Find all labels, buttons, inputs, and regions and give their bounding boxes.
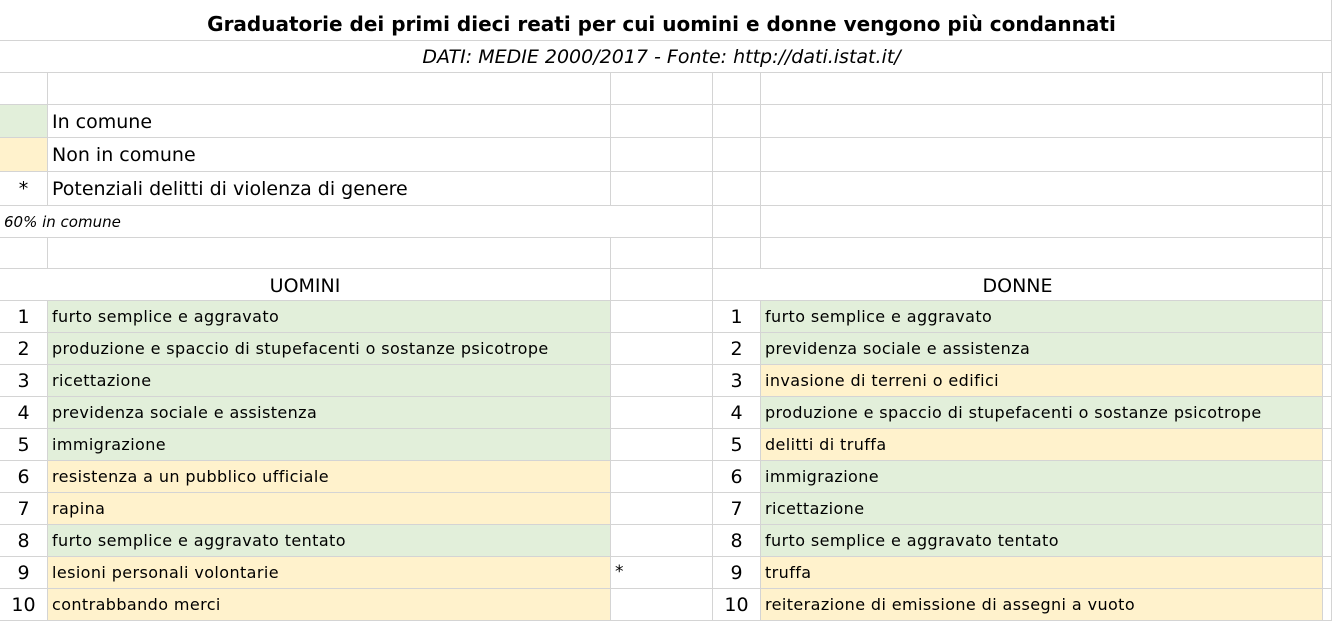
grid-cell (611, 397, 713, 429)
grid-cell (1323, 105, 1332, 138)
grid-cell (611, 589, 713, 621)
women-crime-cell: furto semplice e aggravato tentato (761, 525, 1323, 557)
men-rank-number: 7 (0, 493, 48, 525)
women-rank-number: 1 (713, 301, 761, 333)
women-rank-number: 7 (713, 493, 761, 525)
grid-cell (611, 238, 713, 269)
men-crime-cell: lesioni personali volontarie (48, 557, 611, 589)
women-rank-number: 9 (713, 557, 761, 589)
men-rank-number: 5 (0, 429, 48, 461)
women-crime-cell: previdenza sociale e assistenza (761, 333, 1323, 365)
men-crime-cell: ricettazione (48, 365, 611, 397)
women-rank-number: 2 (713, 333, 761, 365)
grid-cell (713, 238, 761, 269)
women-crime-cell: ricettazione (761, 493, 1323, 525)
grid-cell (1323, 206, 1332, 238)
page-title: Graduatorie dei primi dieci reati per cui uomini e donne vengono più condannati (0, 0, 1323, 41)
men-crime-cell: immigrazione (48, 429, 611, 461)
women-crime-cell: invasione di terreni o edifici (761, 365, 1323, 397)
men-crime-cell: furto semplice e aggravato (48, 301, 611, 333)
grid-cell (1323, 365, 1332, 397)
women-crime-cell: delitti di truffa (761, 429, 1323, 461)
grid-cell (611, 138, 713, 172)
men-rank-number: 10 (0, 589, 48, 621)
legend-swatch-not-common (0, 138, 48, 172)
men-crime-cell: furto semplice e aggravato tentato (48, 525, 611, 557)
men-rank-number: 6 (0, 461, 48, 493)
grid-cell (1323, 172, 1332, 206)
legend-star-symbol: * (0, 172, 48, 206)
women-crime-cell: produzione e spaccio di stupefacenti o sostanze psicotrope (761, 397, 1323, 429)
legend-star-label: Potenziali delitti di violenza di genere (48, 172, 611, 206)
men-rank-number: 3 (0, 365, 48, 397)
legend-common-label: In comune (48, 105, 611, 138)
grid-cell (0, 73, 48, 105)
grid-cell (713, 172, 761, 206)
men-crime-cell: rapina (48, 493, 611, 525)
grid-cell (611, 73, 713, 105)
grid-cell (1323, 138, 1332, 172)
grid-cell (611, 525, 713, 557)
grid-cell (761, 238, 1323, 269)
grid-cell (611, 269, 713, 301)
men-rank-number: 4 (0, 397, 48, 429)
grid-cell (611, 105, 713, 138)
grid-cell (1323, 397, 1332, 429)
women-rank-number: 8 (713, 525, 761, 557)
men-crime-cell: previdenza sociale e assistenza (48, 397, 611, 429)
grid-cell (713, 73, 761, 105)
grid-cell (611, 461, 713, 493)
women-column-header: DONNE (713, 269, 1323, 301)
men-column-header: UOMINI (0, 269, 611, 301)
page-subtitle: DATI: MEDIE 2000/2017 - Fonte: http://dati.istat.it/ (0, 41, 1323, 73)
grid-cell (1323, 73, 1332, 105)
grid-cell (611, 365, 713, 397)
grid-cell (1323, 238, 1332, 269)
grid-cell (1323, 301, 1332, 333)
men-rank-number: 9 (0, 557, 48, 589)
grid-cell (611, 206, 713, 238)
men-rank-number: 1 (0, 301, 48, 333)
grid-cell (761, 73, 1323, 105)
grid-cell (0, 238, 48, 269)
women-crime-cell: truffa (761, 557, 1323, 589)
grid-cell (761, 105, 1323, 138)
grid-cell (713, 105, 761, 138)
grid-cell (1323, 333, 1332, 365)
grid-cell (48, 238, 611, 269)
women-rank-number: 6 (713, 461, 761, 493)
legend-not-common-label: Non in comune (48, 138, 611, 172)
grid-cell (1323, 461, 1332, 493)
grid-cell (611, 333, 713, 365)
grid-cell (713, 138, 761, 172)
women-crime-cell: furto semplice e aggravato (761, 301, 1323, 333)
women-crime-cell: reiterazione di emissione di assegni a vuoto (761, 589, 1323, 621)
grid-cell (1323, 0, 1332, 41)
grid-cell (611, 172, 713, 206)
grid-cell (1323, 557, 1332, 589)
grid-cell (1323, 41, 1332, 73)
women-rank-number: 4 (713, 397, 761, 429)
men-rank-number: 2 (0, 333, 48, 365)
grid-cell (611, 493, 713, 525)
grid-cell (611, 429, 713, 461)
grid-cell (1323, 269, 1332, 301)
men-crime-cell: produzione e spaccio di stupefacenti o sostanze psicotrope (48, 333, 611, 365)
grid-cell (761, 206, 1323, 238)
grid-cell (48, 73, 611, 105)
grid-cell (1323, 493, 1332, 525)
grid-cell (1323, 525, 1332, 557)
common-percentage-note: 60% in comune (0, 206, 611, 238)
grid-cell (1323, 589, 1332, 621)
grid-cell (713, 206, 761, 238)
women-rank-number: 3 (713, 365, 761, 397)
gender-violence-marker: * (611, 557, 713, 589)
grid-cell (1323, 429, 1332, 461)
men-crime-cell: resistenza a un pubblico ufficiale (48, 461, 611, 493)
grid-cell (611, 301, 713, 333)
women-crime-cell: immigrazione (761, 461, 1323, 493)
women-rank-number: 5 (713, 429, 761, 461)
grid-cell (761, 138, 1323, 172)
grid-cell (761, 172, 1323, 206)
men-crime-cell: contrabbando merci (48, 589, 611, 621)
men-rank-number: 8 (0, 525, 48, 557)
legend-swatch-common (0, 105, 48, 138)
women-rank-number: 10 (713, 589, 761, 621)
